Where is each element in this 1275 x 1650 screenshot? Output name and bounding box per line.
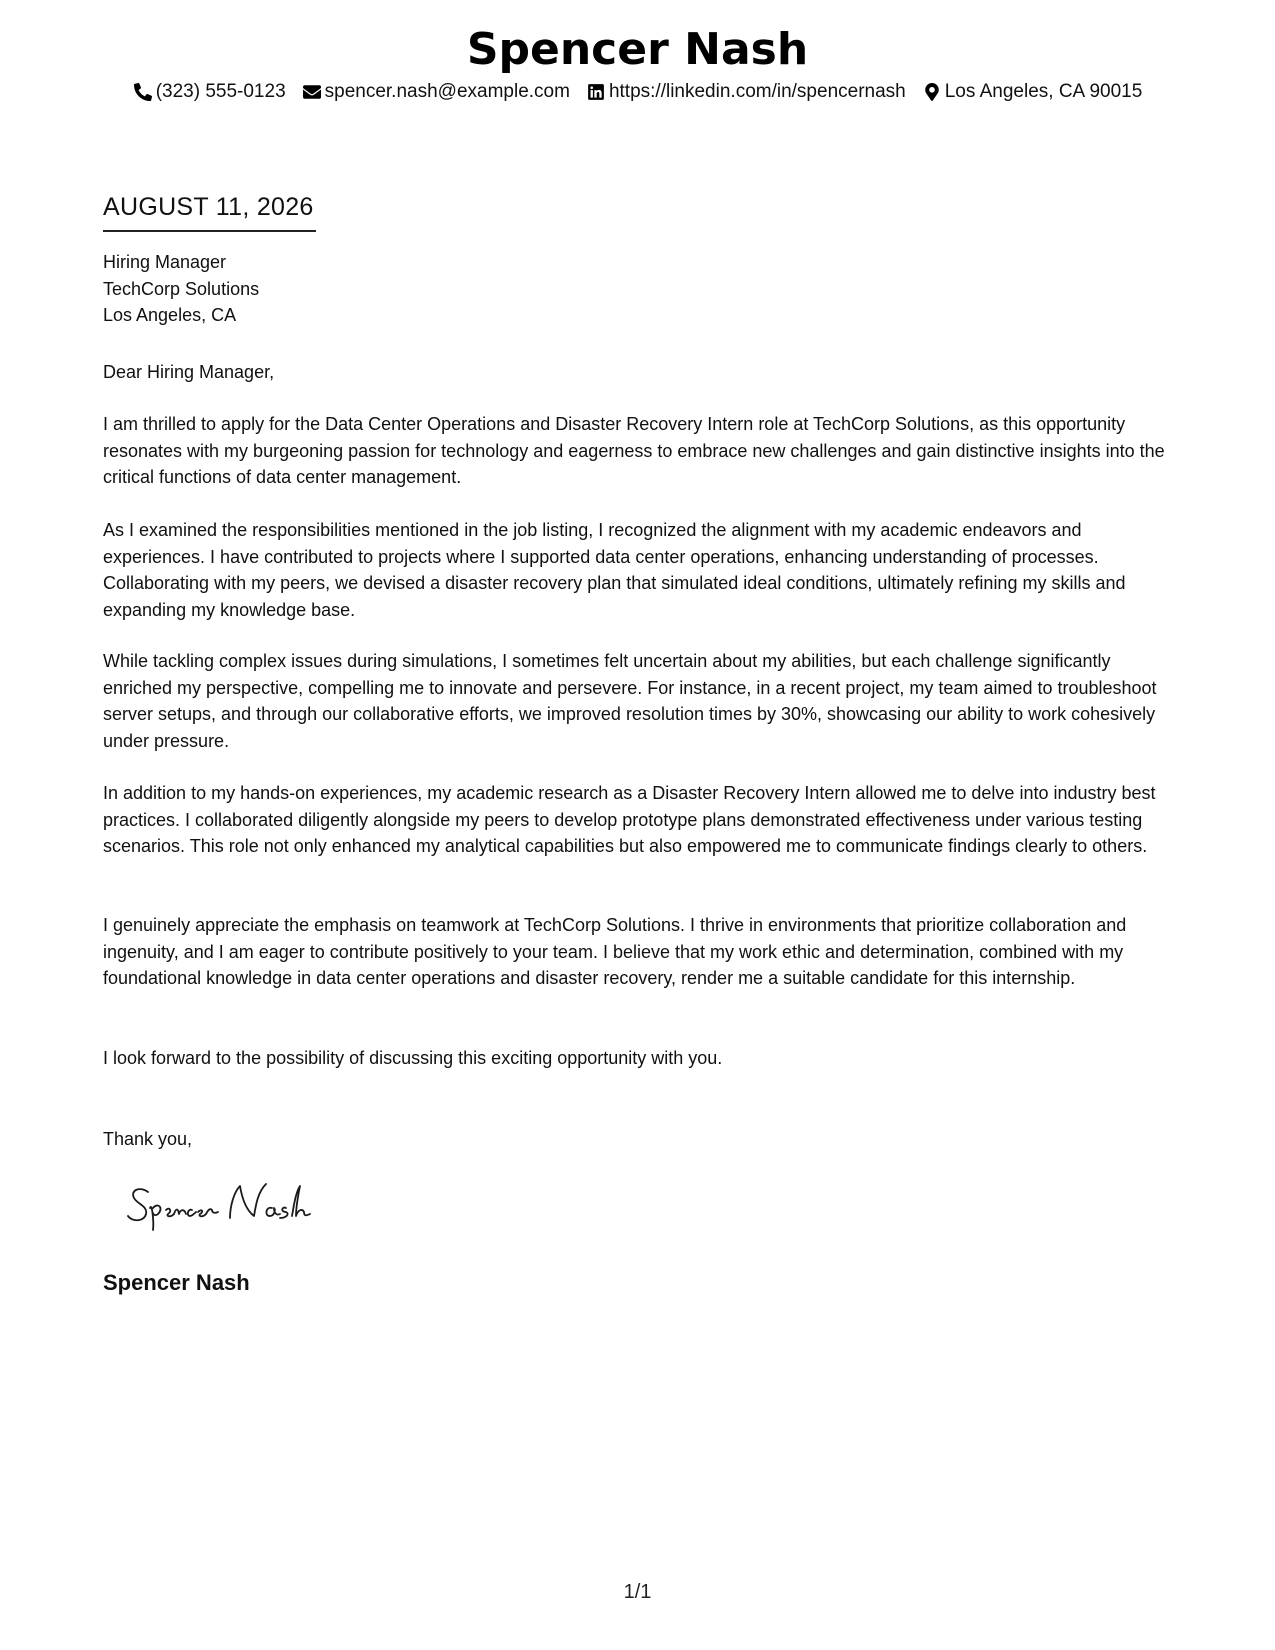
paragraph bbox=[103, 780, 1178, 860]
page-number: 1/1 bbox=[623, 1581, 652, 1603]
paragraph-text: I look forward to the possibility of discussing this exciting opportunity with you. bbox=[103, 1048, 723, 1068]
contact-location bbox=[922, 78, 1143, 106]
closing: Thank you, bbox=[103, 1129, 193, 1149]
phone-text: (323) 555-0123 bbox=[155, 81, 286, 102]
handwritten-signature bbox=[126, 1178, 346, 1238]
date-block bbox=[103, 190, 316, 232]
recipient-location: Los Angeles, CA bbox=[103, 305, 237, 325]
signer-name: Spencer Nash bbox=[103, 1270, 250, 1295]
linkedin-icon bbox=[586, 82, 606, 102]
paragraph bbox=[103, 1045, 1178, 1072]
paragraph-text: I genuinely appreciate the emphasis on teamwork at TechCorp Solutions. I thrive in environments that prioritize collaboration and ingenuity, and I am eager to contribute positively to your team. I believe that my work ethic and determination, combined with my foundational knowledge in data center operations and disaster recovery, render me a suitable candidate for this internship. bbox=[103, 915, 1127, 988]
paragraph-text: As I examined the responsibilities mentioned in the job listing, I recognized the alignment with my academic endeavors and experiences. I have contributed to projects where I supported data center operations, enhancing understanding of processes. Collaborating with my peers, we devised a disaster recovery plan that simulated ideal conditions, ultimately refining my skills and expanding my knowledge base. bbox=[103, 520, 1126, 620]
recipient-title: Hiring Manager bbox=[103, 252, 227, 272]
email-text: spencer.nash@example.com bbox=[324, 81, 570, 102]
paragraph bbox=[103, 411, 1178, 491]
recipient-company: TechCorp Solutions bbox=[103, 278, 260, 299]
paragraph bbox=[103, 648, 1178, 754]
applicant-name: Spencer Nash bbox=[466, 24, 809, 75]
contact-email[interactable] bbox=[302, 78, 570, 106]
recipient-block bbox=[103, 249, 1178, 329]
paragraph-text: In addition to my hands-on experiences, my academic research as a Disaster Recovery Intern allowed me to delve into industry best practices. I collaborated diligently alongside my peers to develop prototype plans demonstrated effectiveness under various testing scenarios. This role not only enhanced my analytical capabilities but also empowered me to communicate findings clearly to others. bbox=[103, 783, 1156, 856]
location-text: Los Angeles, CA 90015 bbox=[944, 81, 1143, 102]
contact-phone bbox=[133, 78, 286, 106]
paragraph-text: I am thrilled to apply for the Data Center Operations and Disaster Recovery Intern role at TechCorp Solutions, as this opportunity resonates with my burgeoning passion for technology and eagerness to embrace new challenges and gain distinctive insights into the critical functions of data center management. bbox=[103, 414, 1165, 487]
letter-date: AUGUST 11, 2026 bbox=[103, 190, 316, 232]
linkedin-text: https://linkedin.com/in/spencernash bbox=[608, 81, 906, 102]
paragraph bbox=[103, 912, 1178, 992]
paragraph bbox=[103, 517, 1178, 623]
phone-icon bbox=[133, 82, 153, 102]
contact-info-row bbox=[0, 78, 1275, 106]
contact-linkedin[interactable] bbox=[586, 78, 906, 106]
envelope-icon bbox=[302, 82, 322, 102]
map-pin-icon bbox=[922, 82, 942, 102]
paragraph-text: While tackling complex issues during simulations, I sometimes felt uncertain about my abilities, but each challenge significantly enriched my perspective, compelling me to innovate and persevere. For instance, in a recent project, my team aimed to troubleshoot server setups, and through our collaborative efforts, we improved resolution times by 30%, showcasing our ability to work cohesively under pressure. bbox=[103, 651, 1157, 751]
salutation: Dear Hiring Manager, bbox=[103, 362, 275, 382]
